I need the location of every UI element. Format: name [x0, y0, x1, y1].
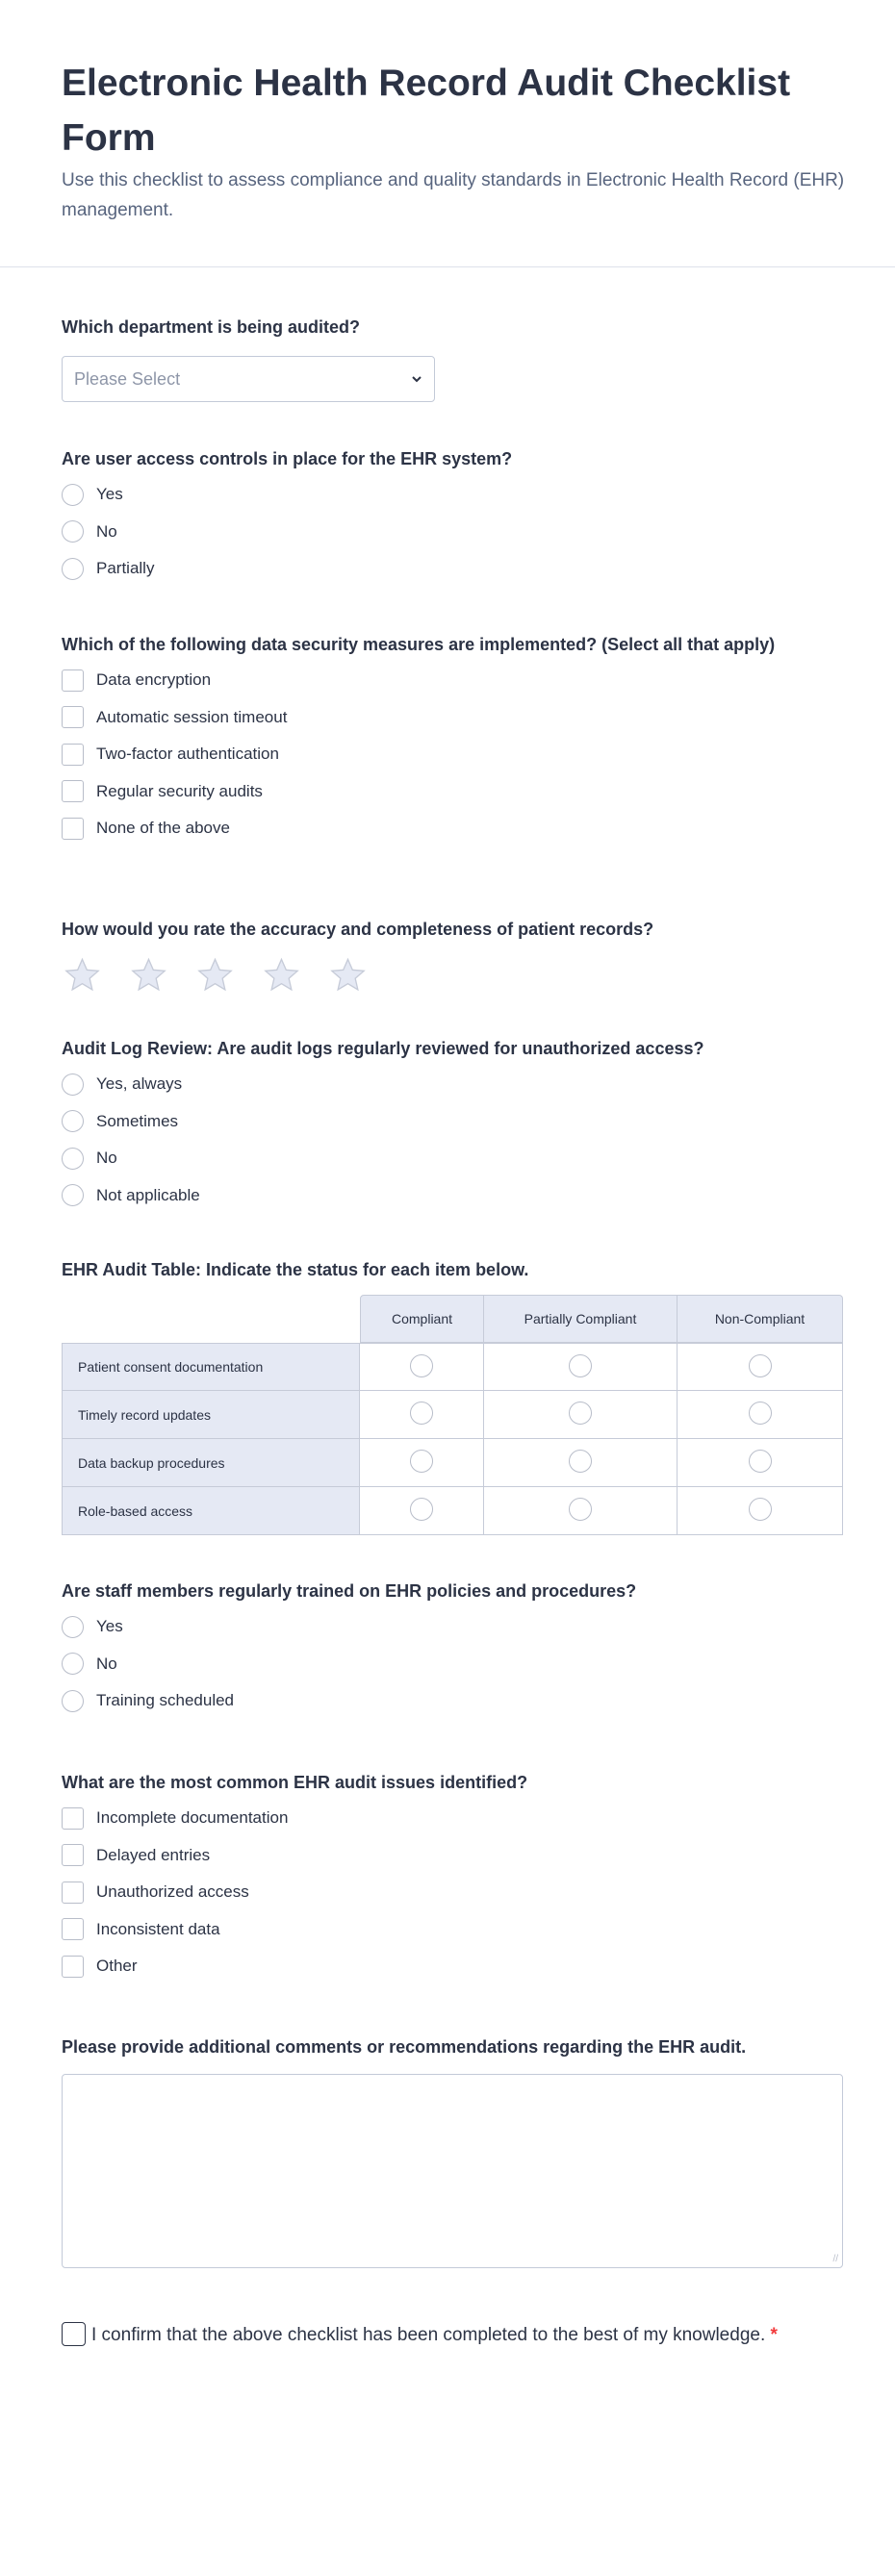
row-label: Role-based access [62, 1487, 360, 1535]
question-label: What are the most common EHR audit issues identified? [62, 1773, 528, 1792]
matrix-cell [484, 1487, 678, 1535]
question-label: Audit Log Review: Are audit logs regularly reviewed for unauthorized access? [62, 1039, 704, 1058]
comments-textarea[interactable] [62, 2074, 843, 2268]
chevron-down-icon [411, 375, 422, 383]
radio-option[interactable] [62, 1608, 841, 1646]
question-label: EHR Audit Table: Indicate the status for each item below. [62, 1260, 529, 1279]
radio-button[interactable] [569, 1354, 592, 1377]
radio-button[interactable] [410, 1354, 433, 1377]
access-controls-question [62, 447, 841, 588]
radio-option[interactable] [62, 1103, 841, 1141]
checkbox[interactable] [62, 706, 84, 728]
option-label: Data encryption [96, 670, 212, 690]
checkbox-option[interactable] [62, 810, 841, 847]
row-label: Data backup procedures [62, 1439, 360, 1487]
option-label: Training scheduled [96, 1691, 235, 1710]
radio-option[interactable] [62, 1066, 841, 1103]
matrix-cell [678, 1343, 843, 1391]
department-question [62, 316, 841, 402]
audit-issues-question [62, 1771, 841, 1985]
row-label: Patient consent documentation [62, 1343, 360, 1391]
radio-option[interactable] [62, 1682, 841, 1720]
radio-button[interactable] [569, 1402, 592, 1425]
star-icon[interactable] [327, 956, 369, 995]
radio-option[interactable] [62, 550, 841, 588]
radio-button[interactable] [749, 1498, 772, 1521]
table-row [62, 1343, 843, 1391]
checkbox-option[interactable] [62, 1911, 841, 1949]
option-label: Automatic session timeout [96, 707, 288, 726]
radio-button[interactable] [62, 1616, 84, 1638]
checkbox[interactable] [62, 1844, 84, 1866]
table-row [62, 1487, 843, 1535]
checkbox-option[interactable] [62, 1874, 841, 1911]
column-header: Non-Compliant [678, 1295, 843, 1343]
checkbox-option[interactable] [62, 736, 841, 773]
question-label: Which of the following data security measures are implemented? (Select all that apply) [62, 635, 776, 654]
radio-button[interactable] [62, 520, 84, 543]
option-label: None of the above [96, 819, 230, 838]
form-header [62, 56, 851, 225]
option-label: Yes [96, 1617, 123, 1636]
option-label: Two-factor authentication [96, 745, 279, 764]
radio-button[interactable] [749, 1450, 772, 1473]
audit-log-question [62, 1037, 841, 1214]
checkbox-option[interactable] [62, 773, 841, 811]
checkbox-option[interactable] [62, 1837, 841, 1875]
matrix-corner [62, 1295, 360, 1343]
radio-option[interactable] [62, 1646, 841, 1683]
checkbox[interactable] [62, 1807, 84, 1830]
column-header: Partially Compliant [484, 1295, 678, 1343]
checkbox-option[interactable] [62, 662, 841, 699]
radio-button[interactable] [749, 1402, 772, 1425]
radio-button[interactable] [410, 1402, 433, 1425]
star-icon[interactable] [62, 956, 103, 995]
audit-table-question [62, 1258, 843, 1535]
checkbox-option[interactable] [62, 699, 841, 737]
column-header: Compliant [360, 1295, 484, 1343]
matrix-cell [678, 1439, 843, 1487]
select-placeholder: Please Select [74, 368, 181, 389]
question-label: Which department is being audited? [62, 317, 361, 337]
option-label: Partially [96, 559, 155, 578]
confirm-label: I confirm that the above checklist has been completed to the best of my knowledge. [91, 2325, 766, 2345]
comments-question [62, 2035, 843, 2268]
page-title: Electronic Health Record Audit Checklist Form [62, 63, 791, 159]
table-row [62, 1439, 843, 1487]
radio-button[interactable] [410, 1498, 433, 1521]
radio-option[interactable] [62, 476, 841, 514]
department-select[interactable] [62, 356, 435, 402]
divider [0, 266, 895, 267]
question-label: Are user access controls in place for the EHR system? [62, 449, 513, 468]
star-icon[interactable] [261, 956, 302, 995]
option-label: Inconsistent data [96, 1919, 220, 1938]
radio-button[interactable] [62, 1690, 84, 1712]
matrix-cell [678, 1391, 843, 1439]
audit-matrix [62, 1295, 843, 1535]
option-label: Yes, always [96, 1074, 183, 1094]
security-measures-question [62, 633, 841, 847]
matrix-cell [678, 1487, 843, 1535]
option-label: No [96, 1149, 117, 1168]
radio-button[interactable] [62, 1110, 84, 1132]
checkbox[interactable] [62, 780, 84, 802]
option-label: Not applicable [96, 1185, 200, 1204]
row-label: Timely record updates [62, 1391, 360, 1439]
option-label: Incomplete documentation [96, 1808, 289, 1828]
checkbox[interactable] [62, 1956, 84, 1978]
radio-button[interactable] [62, 484, 84, 506]
star-icon[interactable] [128, 956, 169, 995]
option-label: No [96, 1654, 117, 1673]
radio-button[interactable] [62, 1148, 84, 1170]
radio-button[interactable] [569, 1450, 592, 1473]
matrix-cell [360, 1343, 484, 1391]
matrix-cell [360, 1439, 484, 1487]
star-rating [62, 956, 841, 995]
radio-option[interactable] [62, 1177, 841, 1215]
matrix-cell [484, 1391, 678, 1439]
option-label: Unauthorized access [96, 1882, 249, 1902]
radio-button[interactable] [749, 1354, 772, 1377]
radio-option[interactable] [62, 1140, 841, 1177]
table-row [62, 1391, 843, 1439]
checkbox[interactable] [62, 669, 84, 692]
confirmation [62, 2321, 822, 2349]
matrix-cell [360, 1487, 484, 1535]
option-label: Other [96, 1957, 138, 1976]
radio-button[interactable] [62, 1073, 84, 1096]
checkbox-option[interactable] [62, 1800, 841, 1837]
radio-button[interactable] [569, 1498, 592, 1521]
page-subtitle: Use this checklist to assess compliance and quality standards in Electronic Health Record (EHR) management. [62, 170, 845, 220]
checkbox[interactable] [62, 818, 84, 840]
star-icon[interactable] [194, 956, 236, 995]
matrix-cell [484, 1439, 678, 1487]
radio-button[interactable] [62, 1184, 84, 1206]
radio-option[interactable] [62, 514, 841, 551]
question-label: How would you rate the accuracy and completeness of patient records? [62, 920, 654, 939]
radio-button[interactable] [410, 1450, 433, 1473]
matrix-cell [484, 1343, 678, 1391]
checkbox-option[interactable] [62, 1948, 841, 1985]
radio-button[interactable] [62, 1653, 84, 1675]
rating-question [62, 918, 841, 995]
checkbox[interactable] [62, 1918, 84, 1940]
option-label: No [96, 521, 117, 541]
option-label: Sometimes [96, 1111, 179, 1130]
matrix-cell [360, 1391, 484, 1439]
option-label: Delayed entries [96, 1845, 211, 1864]
confirm-checkbox[interactable] [62, 2322, 86, 2346]
checkbox[interactable] [62, 1881, 84, 1904]
question-label: Please provide additional comments or recommendations regarding the EHR audit. [62, 2037, 747, 2057]
resize-handle-icon[interactable]: // [832, 2254, 838, 2264]
radio-button[interactable] [62, 558, 84, 580]
option-label: Regular security audits [96, 781, 263, 800]
training-question [62, 1579, 841, 1720]
option-label: Yes [96, 485, 123, 504]
required-mark: * [770, 2325, 778, 2345]
checkbox[interactable] [62, 744, 84, 766]
question-label: Are staff members regularly trained on EHR policies and procedures? [62, 1581, 637, 1601]
